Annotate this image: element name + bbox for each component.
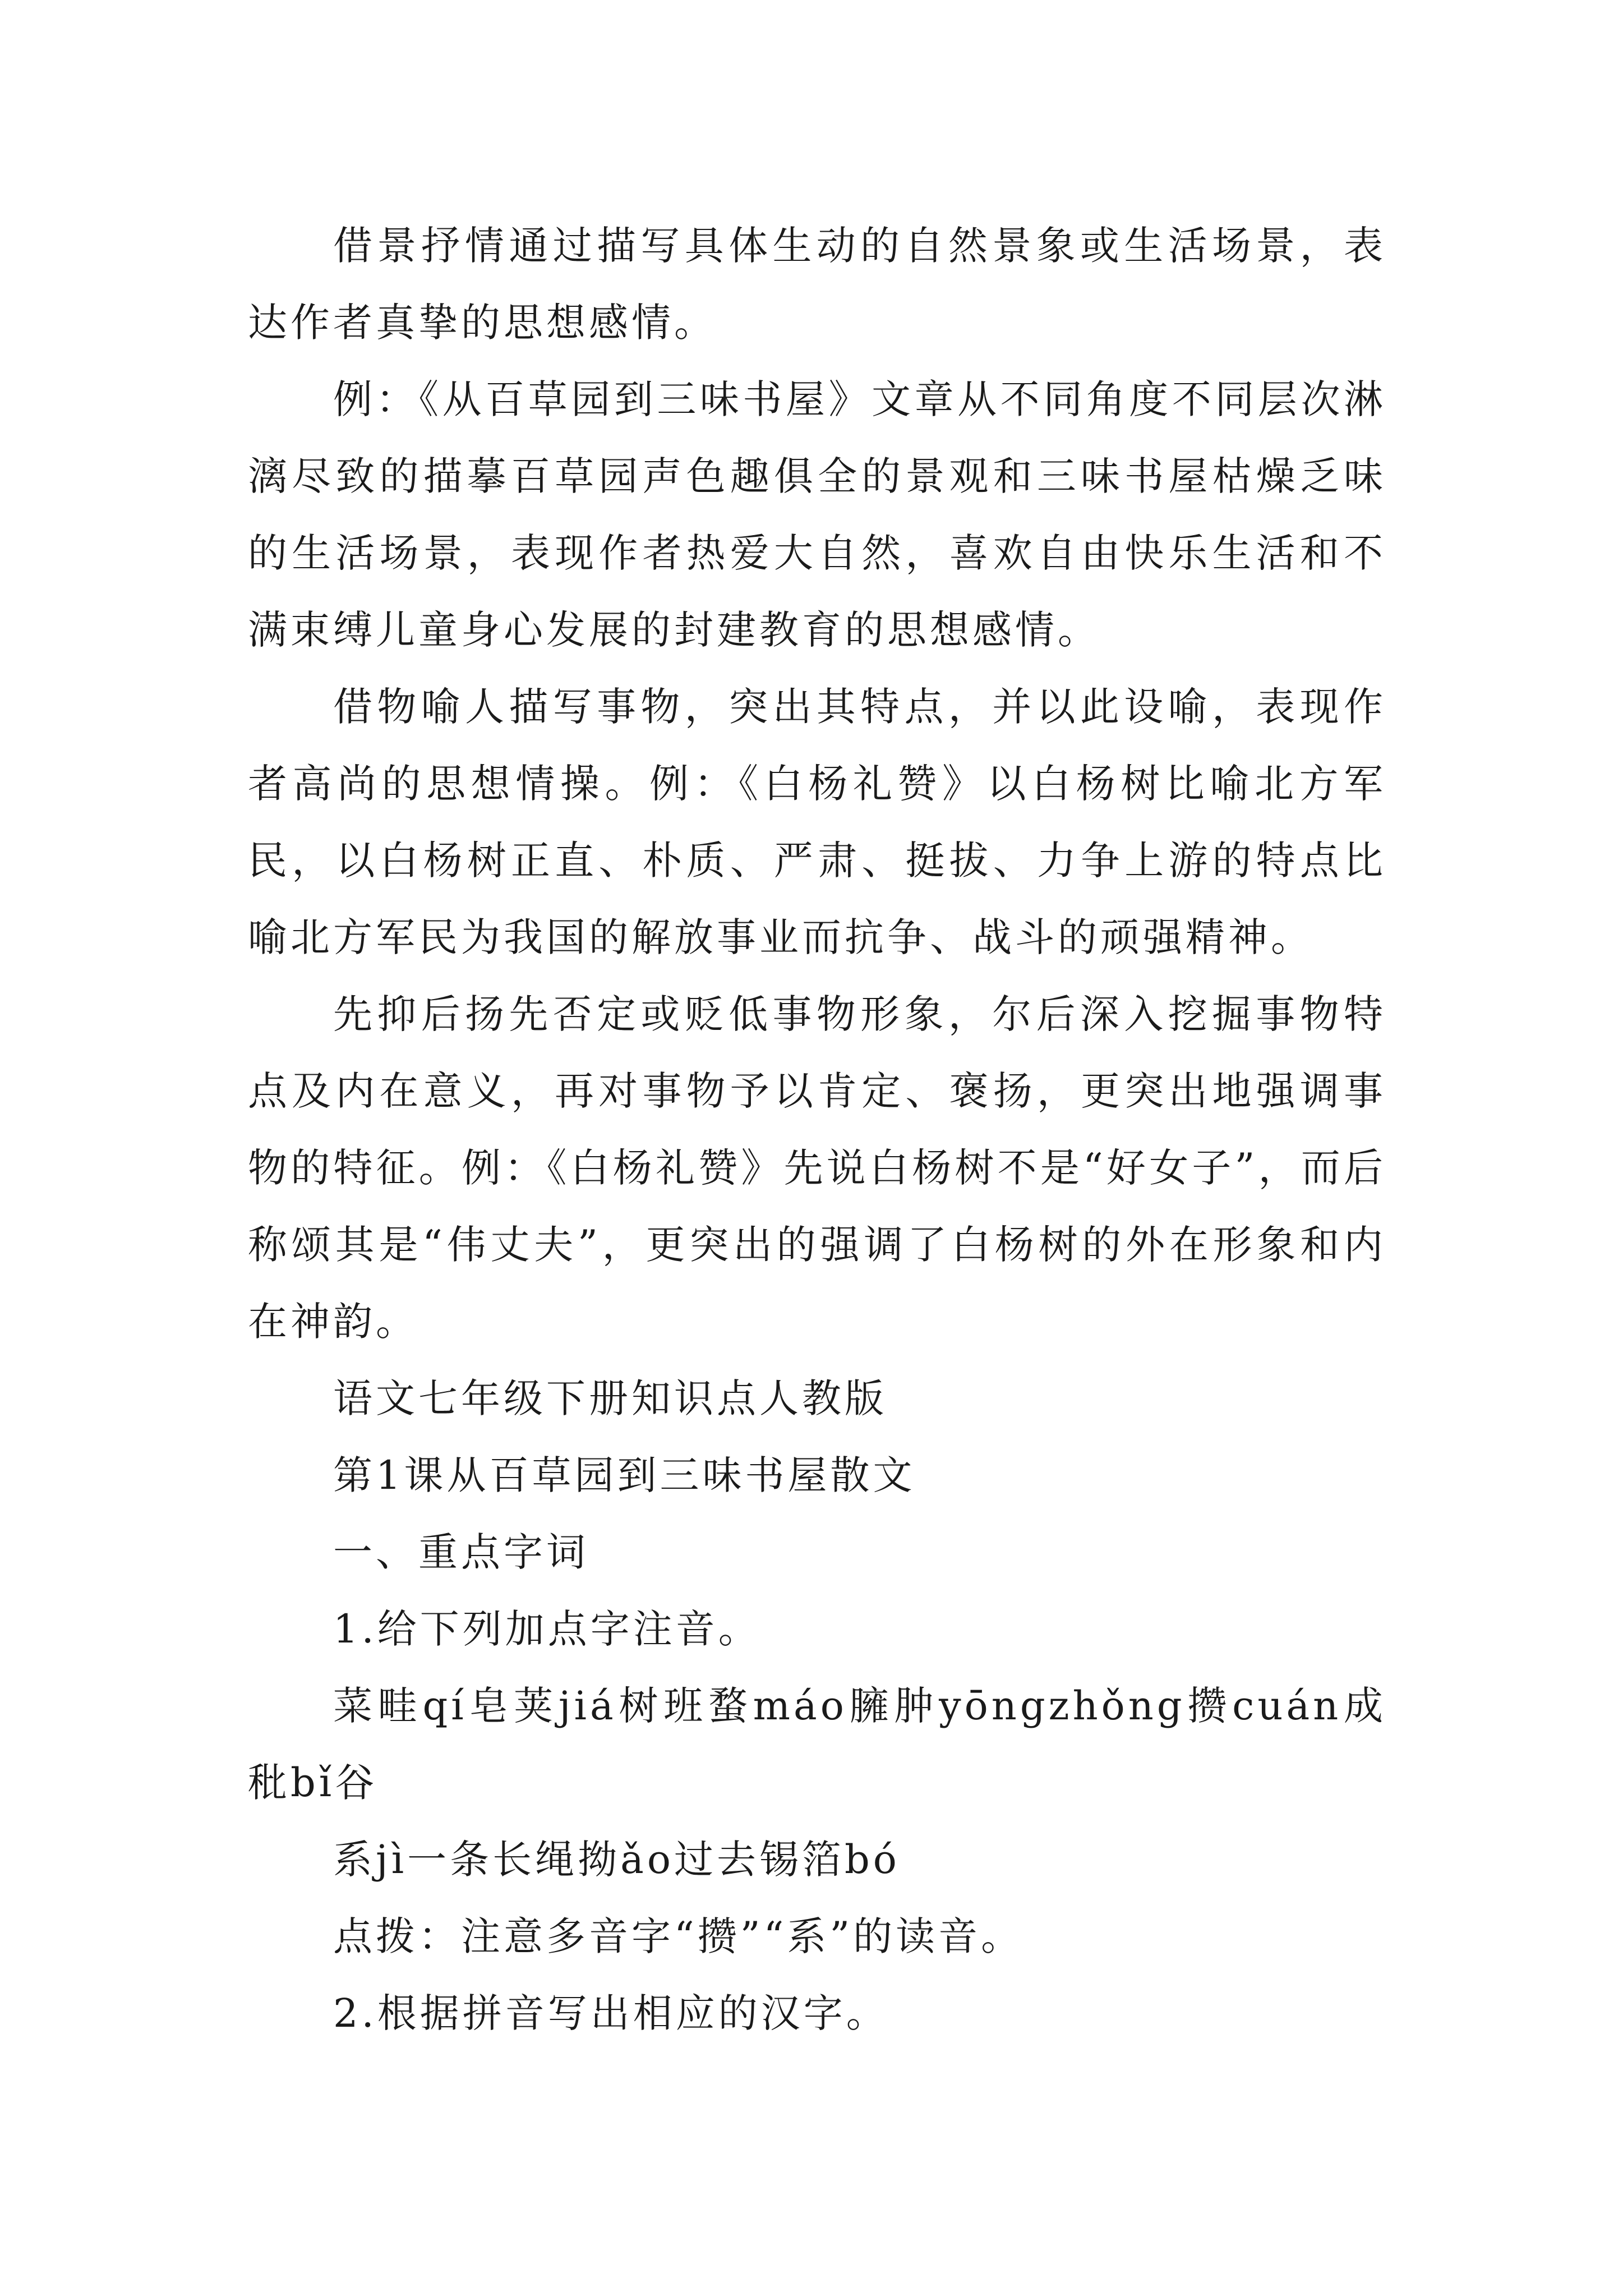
paragraph-scenery-emotion: 借景抒情通过描写具体生动的自然景象或生活场景，表达作者真挚的思想感情。 — [248, 223, 1386, 346]
pinyin-line-2: 系jì一条长绳拗ǎo过去锡箔bó — [333, 1837, 900, 1883]
lesson-title: 第1课从百草园到三味书屋散文 — [333, 1452, 916, 1498]
tip-note: 点拨：注意多音字“攒”“系”的读音。 — [333, 1913, 1024, 1959]
paragraph-object-metaphor: 借物喻人描写事物，突出其特点，并以此设喻，表现作者高尚的思想情操。例：《白杨礼赞》以白杨树比喻北方军民，以白杨树正直、朴质、严肃、挺拔、力争上游的特点比喻北方军民为我国的解放事业而抗争、战斗的顽强精神。 — [248, 684, 1386, 960]
paragraph-example-baicaoyuan: 例：《从百草园到三味书屋》文章从不同角度不同层次淋漓尽致的描摹百草园声色趣俱全的景观和三味书屋枯燥乏味的生活场景，表现作者热爱大自然，喜欢自由快乐生活和不满束缚儿童身心发展的封建教育的思想感情。 — [248, 376, 1386, 653]
document-body — [248, 208, 1386, 2052]
exercise-instruction: 1.给下列加点字注音。 — [333, 1606, 761, 1652]
section-heading: 语文七年级下册知识点人教版 — [333, 1375, 887, 1421]
subsection-heading: 一、重点字词 — [333, 1529, 589, 1575]
paragraph-suppress-then-praise: 先抑后扬先否定或贬低事物形象，尔后深入挖掘事物特点及内在意义，再对事物予以肯定、褒扬，更突出地强调事物的特征。例：《白杨礼赞》先说白杨树不是“好女子”，而后称颂其是“伟丈夫”，更突出的强调了白杨树的外在形象和内在神韵。 — [248, 991, 1386, 1345]
exercise-instruction-2: 2.根据拼音写出相应的汉字。 — [333, 1990, 889, 2036]
pinyin-line-1: 菜畦qí皂荚jiá树班蝥máo臃肿yōngzhǒng攒cuán成秕bǐ谷 — [248, 1683, 1386, 1806]
